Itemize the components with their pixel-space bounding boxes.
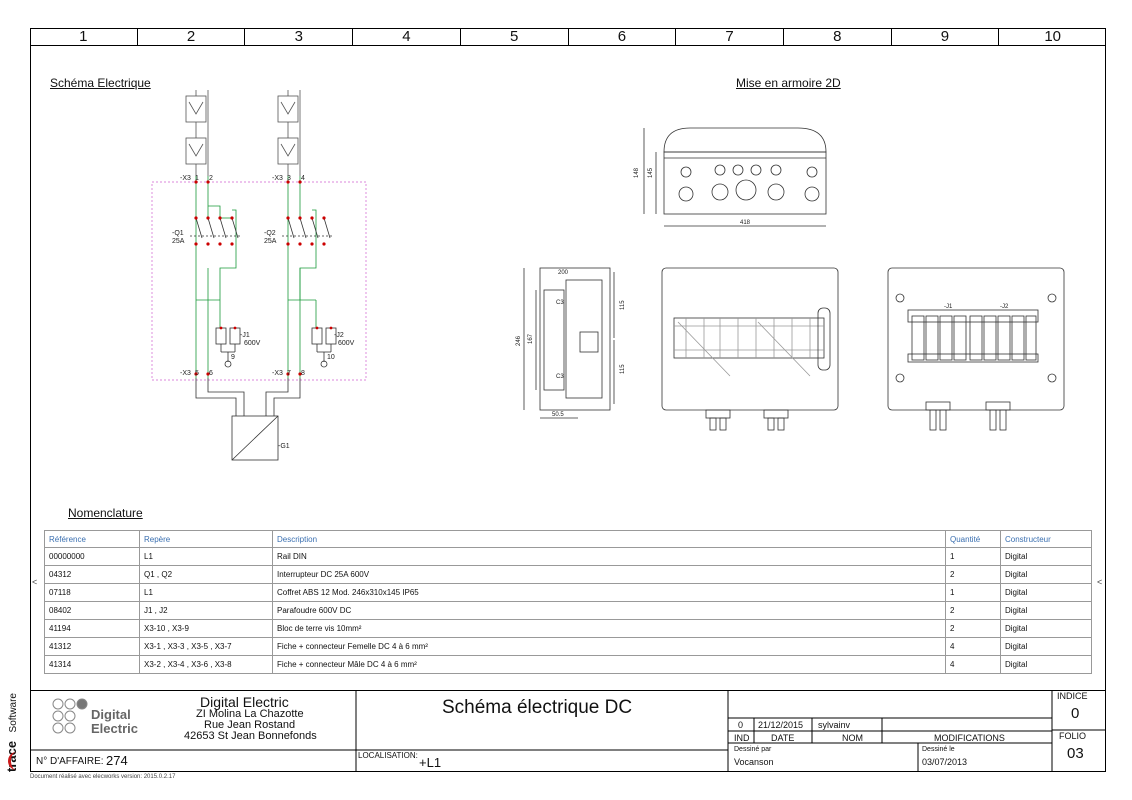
pv-panel: [278, 96, 298, 122]
brand-trace: trace: [4, 740, 19, 772]
rev-ind: 0: [738, 720, 744, 730]
dim-167: 167: [528, 333, 534, 344]
cell-constructeur: Digital: [1001, 638, 1092, 656]
dim-115-top: 115: [620, 300, 626, 310]
label-c3: C3: [556, 300, 564, 306]
dim-148: 148: [634, 167, 640, 178]
header-quantite: Quantité: [946, 531, 1001, 548]
dim-246: 246: [516, 335, 522, 346]
cell-description: Interrupteur DC 25A 600V: [273, 566, 946, 584]
cell-constructeur: Digital: [1001, 566, 1092, 584]
col-2: 2: [138, 28, 246, 45]
dessine-le-value: 03/07/2013: [922, 757, 968, 767]
indice-value: 0: [1071, 705, 1080, 722]
cell-constructeur: Digital: [1001, 548, 1092, 566]
enclosure-boundary: [152, 182, 366, 380]
table-header-row: [45, 531, 1092, 548]
cell-reference: 41194: [45, 620, 140, 638]
cell-description: Bloc de terre vis 10mm²: [273, 620, 946, 638]
cell-reference: 41312: [45, 638, 140, 656]
company-address-1: ZI Molina La Chazotte: [196, 708, 304, 720]
q2-contact: [300, 218, 306, 238]
label-j2: -J2: [334, 332, 344, 339]
affaire-label: N° D'AFFAIRE:: [36, 756, 104, 767]
rev-date: 21/12/2015: [758, 720, 804, 730]
cell-reference: 08402: [45, 602, 140, 620]
cell-constructeur: Digital: [1001, 602, 1092, 620]
pv-panel: [186, 138, 206, 164]
q1-contact: [232, 218, 238, 238]
label-j2-module: -J2: [1000, 304, 1009, 310]
cell-description: Fiche + connecteur Mâle DC 4 à 6 mm²: [273, 656, 946, 674]
brand-software: Software: [8, 693, 19, 733]
q1-contact: [208, 218, 214, 238]
pv-panel: [278, 138, 298, 164]
q1-contact: [220, 218, 226, 238]
header-description: Description: [273, 531, 946, 548]
j2-arrester: [312, 328, 322, 344]
label-t6: 6: [209, 370, 213, 377]
col-6: 6: [569, 28, 677, 45]
label-x3: -X3: [272, 175, 283, 182]
enclosure-open-body: [888, 268, 1064, 410]
col-7: 7: [676, 28, 784, 45]
affaire-value: 274: [106, 753, 128, 768]
dim-115-bottom: 115: [620, 364, 626, 374]
cell-repere: L1: [140, 584, 273, 602]
col-3: 3: [245, 28, 353, 45]
cell-quantite: 2: [946, 620, 1001, 638]
col-10: 10: [1044, 28, 1062, 45]
cell-description: Fiche + connecteur Femelle DC 4 à 6 mm²: [273, 638, 946, 656]
front-door: [662, 268, 838, 410]
col-4: 4: [353, 28, 461, 45]
header-constructeur: Constructeur: [1001, 531, 1092, 548]
header-nom: NOM: [842, 733, 863, 743]
armoire-title: Mise en armoire 2D: [736, 76, 841, 90]
col-5: 5: [461, 28, 569, 45]
label-t5: 5: [195, 370, 199, 377]
rev-author: sylvainv: [818, 720, 851, 730]
cell-repere: L1: [140, 548, 273, 566]
cell-constructeur: Digital: [1001, 656, 1092, 674]
modules: [912, 316, 1036, 360]
col-8: 8: [784, 28, 892, 45]
label-q1-rating: 25A: [172, 238, 185, 245]
pv-panel: [186, 96, 206, 122]
drawing-title: Schéma électrique DC: [442, 697, 633, 718]
side-outline: [540, 268, 610, 410]
label-t2: 2: [209, 175, 213, 182]
dessine-le-label: Dessiné le: [922, 746, 955, 753]
cell-quantite: 2: [946, 602, 1001, 620]
column-ruler: [30, 28, 1106, 46]
table-row: [45, 602, 1092, 620]
cell-constructeur: Digital: [1001, 620, 1092, 638]
cell-description: Parafoudre 600V DC: [273, 602, 946, 620]
col-1: 1: [30, 28, 138, 45]
dessine-par-value: Vocanson: [734, 757, 774, 767]
cell-reference: 07118: [45, 584, 140, 602]
label-c3: C3: [556, 374, 564, 380]
schema-title: Schéma Electrique: [50, 76, 151, 90]
cable-glands-bottom: [926, 402, 1010, 430]
company-address-3: 42653 St Jean Bonnefonds: [184, 730, 317, 742]
nomenclature-title: Nomenclature: [68, 506, 143, 520]
header-ind: IND: [734, 733, 750, 743]
side-marker-left: <: [32, 577, 38, 587]
localisation-label: LOCALISATION:: [358, 751, 418, 760]
label-t7: 7: [287, 370, 291, 377]
cell-repere: X3-10 , X3-9: [140, 620, 273, 638]
label-t3: 3: [287, 175, 291, 182]
label-x3: -X3: [180, 175, 191, 182]
cell-constructeur: Digital: [1001, 584, 1092, 602]
cell-repere: Q1 , Q2: [140, 566, 273, 584]
pv-diode-icon: [189, 144, 203, 156]
logo-text-digital: Digital: [91, 707, 131, 722]
j1-arrester: [230, 328, 240, 344]
enclosure-front-open: [886, 266, 1068, 436]
j1-arrester: [216, 328, 226, 344]
header-reference: Référence: [45, 531, 140, 548]
dessine-par-label: Dessiné par: [734, 746, 772, 753]
table-row: [45, 584, 1092, 602]
dim-200: 200: [558, 270, 569, 276]
pv-diode-icon: [189, 102, 203, 114]
q2-contact: [312, 218, 318, 238]
table-row: [45, 638, 1092, 656]
label-x3: -X3: [272, 370, 283, 377]
label-j1-module: -J1: [944, 304, 953, 310]
cell-quantite: 1: [946, 548, 1001, 566]
label-t4: 4: [301, 175, 305, 182]
cell-description: Coffret ABS 12 Mod. 246x310x145 IP65: [273, 584, 946, 602]
logo-text-electric: Electric: [91, 721, 138, 736]
table-row: [45, 566, 1092, 584]
company-name: Digital Electric: [200, 694, 289, 710]
electrical-schematic: [140, 88, 380, 468]
dim-145: 145: [648, 167, 654, 178]
label-q1: -Q1: [172, 230, 184, 237]
q1-contact: [196, 218, 202, 238]
folio-value: 03: [1067, 745, 1084, 762]
label-t1: 1: [195, 175, 199, 182]
label-j2-voltage: 600V: [338, 340, 355, 347]
cell-quantite: 4: [946, 638, 1001, 656]
cell-repere: X3-2 , X3-4 , X3-6 , X3-8: [140, 656, 273, 674]
footer-note: Document réalisé avec elecworks version: 2015.0.2.17: [30, 774, 176, 780]
enclosure-side-view: [510, 262, 630, 422]
folio-label: FOLIO: [1059, 731, 1087, 741]
label-q2-rating: 25A: [264, 238, 277, 245]
label-x3: -X3: [180, 370, 191, 377]
cable-gland-holes: [679, 165, 819, 201]
cell-repere: J1 , J2: [140, 602, 273, 620]
table-row: [45, 548, 1092, 566]
label-t10: 10: [327, 354, 335, 361]
nomenclature-table: [44, 530, 1092, 674]
company-logo: [53, 699, 87, 733]
cell-quantite: 1: [946, 584, 1001, 602]
localisation-value: +L1: [419, 755, 442, 770]
cell-reference: 04312: [45, 566, 140, 584]
company-address-2: Rue Jean Rostand: [204, 719, 296, 731]
lid-outline: [664, 128, 826, 152]
cell-quantite: 2: [946, 566, 1001, 584]
pv-diode-icon: [281, 144, 295, 156]
header-repere: Repère: [140, 531, 273, 548]
enclosure-body: [664, 152, 826, 214]
label-q2: -Q2: [264, 230, 276, 237]
cell-repere: X3-1 , X3-3 , X3-5 , X3-7: [140, 638, 273, 656]
q2-contact: [324, 218, 330, 238]
pv-diode-icon: [281, 102, 295, 114]
cell-description: Rail DIN: [273, 548, 946, 566]
col-9: 9: [892, 28, 1000, 45]
label-j1-voltage: 600V: [244, 340, 261, 347]
label-g1: -G1: [278, 443, 290, 450]
dim-50-5: 50.5: [552, 412, 564, 418]
table-row: [45, 620, 1092, 638]
header-modifications: MODIFICATIONS: [934, 733, 1005, 743]
brand-swoosh-icon: [8, 752, 25, 770]
label-j1: -J1: [240, 332, 250, 339]
enclosure-front-closed: [660, 266, 842, 436]
cable-glands-bottom: [706, 410, 788, 430]
cell-reference: 00000000: [45, 548, 140, 566]
header-date: DATE: [771, 733, 795, 743]
side-marker-right: <: [1097, 577, 1103, 587]
label-t9: 9: [231, 354, 235, 361]
enclosure-top-view: [630, 122, 840, 237]
q2-contact: [288, 218, 294, 238]
table-row: [45, 656, 1092, 674]
cell-quantite: 4: [946, 656, 1001, 674]
cell-reference: 41314: [45, 656, 140, 674]
indice-label: INDICE: [1057, 691, 1088, 701]
dim-418: 418: [740, 220, 751, 226]
label-t8: 8: [301, 370, 305, 377]
